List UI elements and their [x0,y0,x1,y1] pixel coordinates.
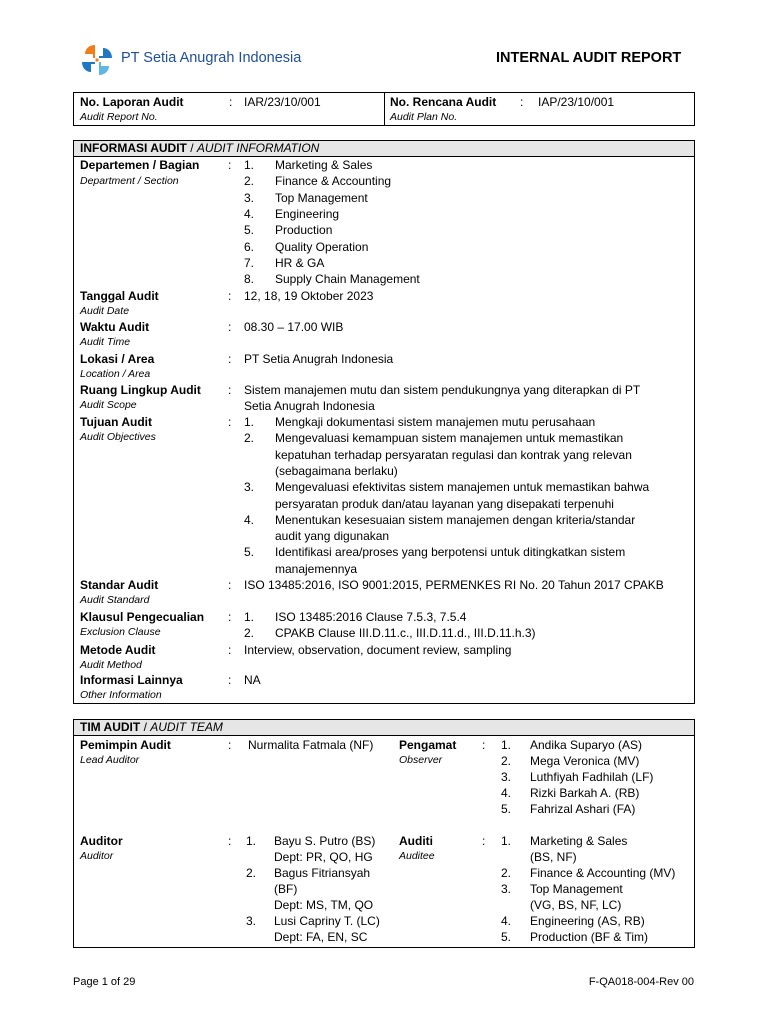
list-item-number: 1. [501,834,512,848]
colon: : [520,95,524,109]
list-item-number: 2. [246,866,257,880]
list-item-number: 5. [244,545,255,560]
colon: : [482,738,486,752]
logo-mark-icon [80,43,114,77]
objective-text: audit yang digunakan [275,529,390,544]
objective-text: kepatuhan terhadap persyaratan regulasi dan kontrak yang relevan [275,447,632,462]
plan-no-label: No. Rencana Audit [390,95,497,109]
lead-auditor-value: Nurmalita Fatmala (NF) [248,738,374,752]
company-logo [80,43,114,77]
heading-separator: / [190,141,197,155]
location-label: Lokasi / Area [80,352,155,366]
list-item-number: 3. [501,882,512,896]
colon: : [228,352,232,366]
exclusion-item: ISO 13485:2016 Clause 7.5.3, 7.5.4 [275,610,467,624]
list-item-number: 2. [244,431,255,446]
list-item-number: 3. [244,480,255,495]
colon: : [228,289,232,303]
auditor-name: Bagus Fitriansyah [274,866,371,880]
colon: : [228,383,232,397]
objectives-label-en: Audit Objectives [80,431,156,443]
report-no-label: No. Laporan Audit [80,95,184,109]
list-item-number: 4. [501,914,512,928]
auditee-code: (BS, NF) [530,850,577,864]
company-name: PT Setia Anugrah Indonesia [121,50,302,66]
plan-no-value: IAP/23/10/001 [538,95,615,109]
auditor-name: Lusi Capriny T. (LC) [274,914,380,928]
standard-value: ISO 13485:2016, ISO 9001:2015, PERMENKES RI No. 20 Tahun 2017 CPAKB [244,578,664,592]
report-title: INTERNAL AUDIT REPORT [496,50,682,66]
list-item-number: 4. [244,512,255,527]
plan-no-label-en: Audit Plan No. [390,111,458,123]
section-heading: INFORMASI AUDIT [80,141,187,155]
objective-text: Mengevaluasi efektivitas sistem manajemen untuk memastikan bahwa [275,480,650,495]
colon: : [228,643,232,657]
list-item-number: 3. [246,914,257,928]
objective-text: Mengevaluasi kemampuan sistem manajemen untuk memastikan [275,431,624,446]
list-item-number: 2. [244,626,255,640]
location-value: PT Setia Anugrah Indonesia [244,352,394,366]
lead-auditor-label: Pemimpin Audit [80,738,171,752]
lead-auditor-label-en: Lead Auditor [80,754,140,766]
method-label: Metode Audit [80,643,156,657]
department-label-en: Department / Section [80,175,179,187]
audit-time-value: 08.30 – 17.00 WIB [244,320,344,334]
page-number: Page 1 of 29 [73,976,136,988]
audit-date-value: 12, 18, 19 Oktober 2023 [244,289,374,303]
auditor-name: Bayu S. Putro (BS) [274,834,376,848]
objective-text: Mengkaji dokumentasi sistem manajemen mutu perusahaan [275,415,596,429]
auditee-name: Engineering (AS, RB) [530,914,645,928]
colon: : [228,158,232,172]
list-item-number: 1. [246,834,257,848]
colon: : [482,834,486,848]
section-header [74,720,694,736]
list-item-number: 2. [501,866,512,880]
auditee-name: Top Management [530,882,623,896]
auditor-label: Auditor [80,834,123,848]
other-info-label: Informasi Lainnya [80,673,183,687]
section-heading: TIM AUDIT [80,720,141,734]
auditee-name: Production (BF & Tim) [530,930,649,944]
location-label-en: Location / Area [80,368,151,380]
colon: : [228,673,232,687]
objective-text: Identifikasi area/proses yang berpotensi untuk ditingkatkan sistem [275,545,626,560]
section-header [74,141,694,157]
audit-time-label-en: Audit Time [80,336,131,348]
colon: : [228,415,232,429]
exclusion-label-en: Exclusion Clause [80,626,161,638]
auditee-label: Auditi [399,834,433,848]
exclusion-label: Klausul Pengecualian [80,610,205,624]
scope-value-line1: Sistem manajemen mutu dan sistem pendukungnya yang diterapkan di PT [244,383,641,397]
heading-separator: / [143,720,151,734]
auditee-list [501,834,693,946]
objective-text: manajemennya [275,561,358,576]
standard-label-en: Audit Standard [80,594,150,606]
department-label: Departemen / Bagian [80,158,200,172]
objectives-list [244,415,689,575]
auditee-name: Finance & Accounting (MV) [530,866,676,880]
ref-divider [384,93,385,125]
auditor-dept: Dept: FA, EN, SC [274,930,368,944]
colon: : [228,320,232,334]
objective-text: persyaratan produk dan/atau layanan yang disepakati terpenuhi [275,496,614,511]
audit-time-label: Waktu Audit [80,320,150,334]
colon: : [228,578,232,592]
method-label-en: Audit Method [80,659,142,671]
audit-date-label: Tanggal Audit [80,289,159,303]
scope-label-en: Audit Scope [80,399,137,411]
objective-text: (sebagaimana berlaku) [275,463,398,478]
scope-label: Ruang Lingkup Audit [80,383,201,397]
objectives-label: Tujuan Audit [80,415,152,429]
method-value: Interview, observation, document review, sampling [244,643,512,657]
reference-box [73,92,695,126]
auditor-dept: Dept: MS, TM, QO [274,898,374,912]
exclusion-item: CPAKB Clause III.D.11.c., III.D.11.d., III.D.11.h.3) [275,626,536,640]
auditor-code: (BF) [274,882,298,896]
auditee-code: (VG, BS, NF, LC) [530,898,622,912]
colon: : [228,738,232,752]
scope-value-line2: Setia Anugrah Indonesia [244,399,375,413]
observer-label: Pengamat [399,738,457,752]
audit-date-label-en: Audit Date [80,305,130,317]
section-heading-en: AUDIT INFORMATION [196,141,320,155]
list-item-number: 1. [244,415,255,429]
objective-text: Menentukan kesesuaian sistem manajemen dengan kriteria/standar [275,512,636,527]
other-info-value: NA [244,673,261,687]
auditor-dept: Dept: PR, QO, HG [274,850,373,864]
other-info-label-en: Other Information [80,689,162,701]
report-no-value: IAR/23/10/001 [244,95,321,109]
report-no-label-en: Audit Report No. [80,111,158,123]
auditee-label-en: Auditee [399,850,435,862]
colon: : [228,834,232,848]
colon: : [228,610,232,624]
form-code: F-QA018-004-Rev 00 [588,976,694,988]
list-item-number: 1. [244,610,255,624]
standard-label: Standar Audit [80,578,159,592]
observer-label-en: Observer [399,754,443,766]
section-heading-en: AUDIT TEAM [150,720,223,734]
auditor-label-en: Auditor [80,850,114,862]
auditor-list [246,834,386,946]
list-item-number: 5. [501,930,512,944]
auditee-name: Marketing & Sales [530,834,628,848]
colon: : [229,95,233,109]
